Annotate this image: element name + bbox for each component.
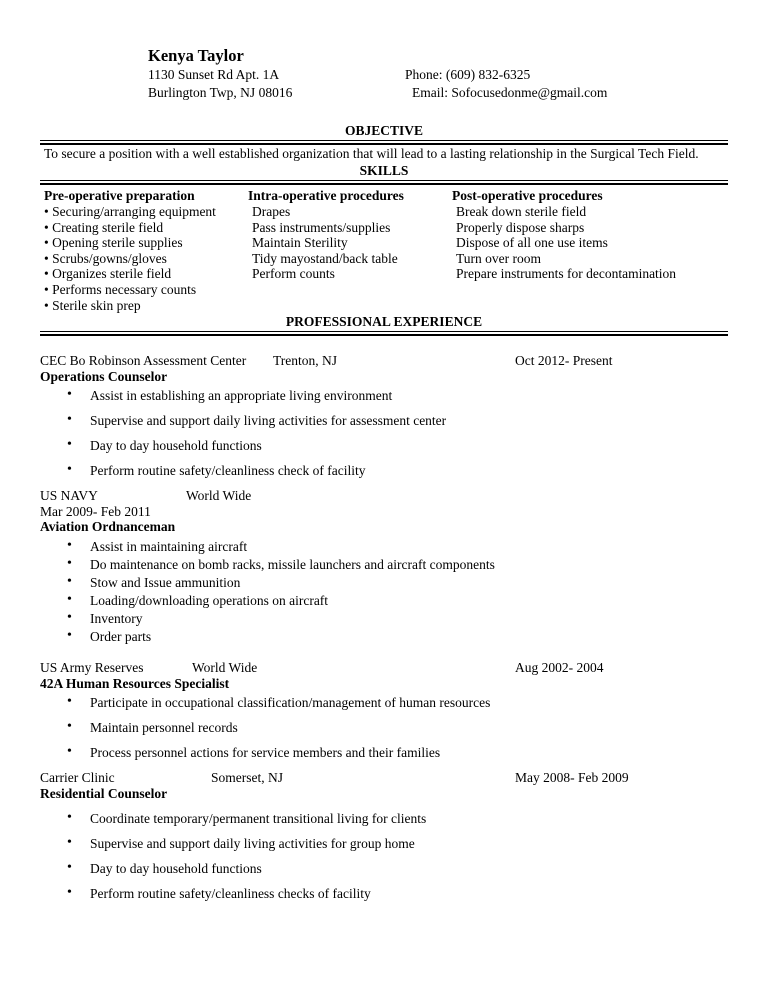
job-dates: May 2008- Feb 2009 — [515, 770, 629, 786]
job-employer: US Army Reserves — [40, 660, 144, 676]
section-divider — [40, 331, 728, 336]
job-bullet: • Assist in maintaining aircraft — [67, 539, 728, 555]
skill-item: Break down sterile field — [456, 204, 587, 219]
job-bullet: • Supervise and support daily living activities for assessment center — [67, 413, 728, 429]
job-dates: Mar 2009- Feb 2011 — [40, 503, 151, 519]
skill-item: Perform counts — [252, 266, 335, 282]
person-name: Kenya Taylor — [148, 46, 244, 65]
job-bullet: • Loading/downloading operations on aircraft — [67, 593, 728, 609]
skill-item: Pass instruments/supplies — [252, 219, 391, 235]
job-title: 42A Human Resources Specialist — [40, 675, 230, 691]
skill-item: Tidy mayostand/back table — [252, 250, 398, 266]
job-dates: Oct 2012- Present — [515, 353, 613, 369]
skills-column-header: Intra-operative procedures — [248, 187, 404, 203]
experience-heading: PROFESSIONAL EXPERIENCE — [285, 314, 483, 330]
skill-item: Turn over room — [456, 250, 542, 266]
job-us-army-reserves — [40, 660, 728, 761]
skill-item: • Organizes sterile field — [44, 266, 248, 282]
job-bullet-list — [40, 539, 728, 645]
job-header-line — [40, 660, 728, 676]
job-bullet: • Stow and Issue ammunition — [67, 575, 728, 591]
job-bullet: • Participate in occupational classification/management of human resources — [67, 695, 728, 711]
job-header-line — [40, 770, 728, 786]
skills-table — [44, 188, 728, 314]
job-bullet: • Perform routine safety/cleanliness checks of facility — [67, 886, 728, 902]
job-us-navy — [40, 488, 728, 644]
skills-column-intraoperative — [248, 188, 452, 314]
section-divider — [40, 140, 728, 145]
job-employer: CEC Bo Robinson Assessment Center — [40, 353, 247, 369]
objective-text: To secure a position with a well established organization that will lead to a lasting relationship in the Surgical Tech Field. — [44, 146, 699, 161]
job-employer: Carrier Clinic — [40, 770, 115, 786]
phone-number: Phone: (609) 832-6325 — [405, 67, 531, 82]
skills-column-header: Post-operative procedures — [452, 187, 603, 203]
skill-item: • Securing/arranging equipment — [44, 204, 248, 220]
skill-item: • Performs necessary counts — [44, 282, 248, 298]
address-line-2: Burlington Twp, NJ 08016 — [148, 85, 293, 100]
job-location: Trenton, NJ — [273, 353, 338, 369]
job-bullet: • Day to day household functions — [67, 861, 728, 877]
job-employer: US NAVY — [40, 488, 98, 504]
job-bullet: • Inventory — [67, 611, 728, 627]
job-bullet-list — [40, 695, 728, 761]
job-cec-bo-robinson — [40, 353, 728, 479]
job-bullet: • Assist in establishing an appropriate living environment — [67, 388, 728, 404]
skills-heading: SKILLS — [359, 162, 409, 178]
skill-item: Prepare instruments for decontamination — [456, 266, 677, 282]
job-title: Operations Counselor — [40, 368, 168, 384]
job-location: Somerset, NJ — [211, 770, 283, 786]
job-bullet: • Order parts — [67, 629, 728, 645]
skill-item: Drapes — [252, 204, 291, 219]
skills-column-preoperative — [44, 188, 248, 314]
job-bullet: • Process personnel actions for service members and their families — [67, 745, 728, 761]
address-line-1: 1130 Sunset Rd Apt. 1A — [148, 67, 280, 82]
job-header-line — [40, 488, 728, 504]
contact-header — [148, 46, 728, 102]
section-divider — [40, 180, 728, 185]
job-location: World Wide — [192, 660, 258, 676]
job-bullet-list — [40, 388, 728, 479]
objective-heading: OBJECTIVE — [344, 123, 424, 138]
job-header-line — [40, 353, 728, 369]
email-address: Email: Sofocusedonme@gmail.com — [412, 85, 608, 100]
job-dates: Aug 2002- 2004 — [515, 660, 604, 676]
job-bullet: • Supervise and support daily living activities for group home — [67, 836, 728, 852]
job-bullet: • Coordinate temporary/permanent transitional living for clients — [67, 811, 728, 827]
skills-column-postoperative — [452, 188, 728, 314]
skill-item: Properly dispose sharps — [456, 219, 585, 235]
job-bullet-list — [40, 811, 728, 902]
job-bullet: • Do maintenance on bomb racks, missile launchers and aircraft components — [67, 557, 728, 573]
job-location: World Wide — [186, 488, 252, 504]
job-bullet: • Maintain personnel records — [67, 720, 728, 736]
skill-item: Dispose of all one use items — [456, 235, 608, 251]
skill-item: • Scrubs/gowns/gloves — [44, 251, 248, 267]
skill-item: Maintain Sterility — [252, 235, 348, 251]
job-title: Residential Counselor — [40, 785, 168, 801]
job-bullet: • Day to day household functions — [67, 438, 728, 454]
skill-item: • Opening sterile supplies — [44, 235, 248, 251]
skill-item: • Sterile skin prep — [44, 298, 248, 314]
job-title: Aviation Ordnanceman — [40, 519, 176, 535]
skills-column-header: Pre-operative preparation — [44, 187, 195, 203]
contact-line-2 — [148, 84, 728, 102]
contact-line-1 — [148, 66, 728, 84]
skill-item: • Creating sterile field — [44, 220, 248, 236]
job-bullet: • Perform routine safety/cleanliness check of facility — [67, 463, 728, 479]
job-carrier-clinic — [40, 770, 728, 902]
